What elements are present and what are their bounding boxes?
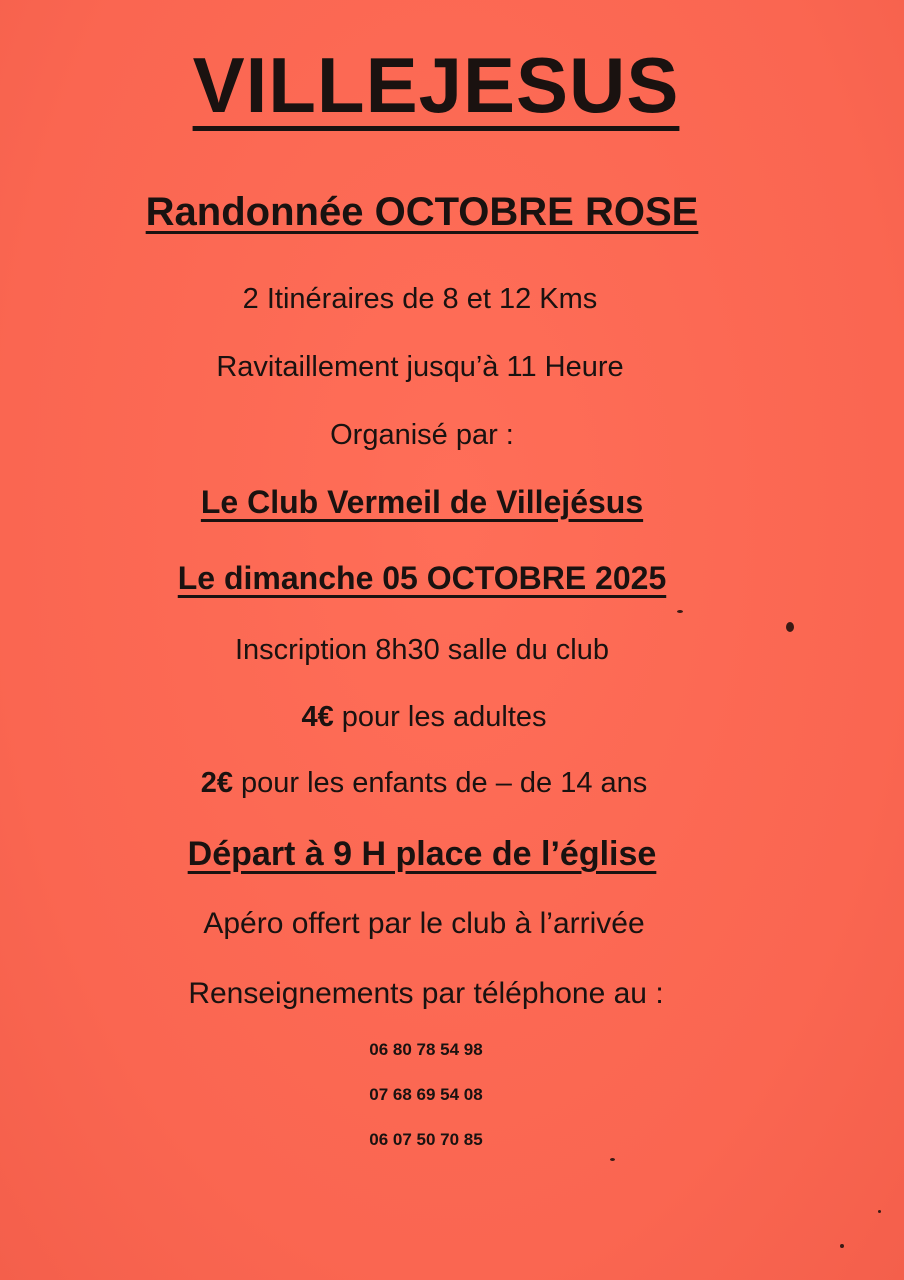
scan-speck	[786, 622, 794, 632]
info-label-line: Renseignements par téléphone au :	[188, 977, 664, 1010]
scan-speck	[610, 1158, 615, 1161]
price-adults-text: pour les adultes	[333, 701, 547, 733]
departure-line	[0, 835, 874, 874]
flyer-title	[0, 40, 888, 131]
event-subtitle	[0, 190, 874, 235]
date-line	[0, 560, 874, 597]
scan-speck	[677, 610, 683, 613]
phone-number-2: 07 68 69 54 08	[369, 1085, 483, 1104]
itineraries-line: 2 Itinéraires de 8 et 12 Kms	[242, 283, 598, 315]
price-children-line	[0, 767, 876, 800]
price-adults-line	[0, 701, 876, 734]
organized-by-label: Organisé par :	[330, 419, 514, 451]
organizer-line	[0, 484, 874, 521]
phone-number-1: 06 80 78 54 98	[369, 1040, 483, 1059]
event-subtitle-text: Randonnée OCTOBRE ROSE	[145, 190, 699, 234]
price-children-amount: 2€	[200, 767, 233, 799]
departure-text: Départ à 9 H place de l’église	[187, 835, 657, 873]
date-text: Le dimanche 05 OCTOBRE 2025	[177, 560, 667, 596]
organizer-text: Le Club Vermeil de Villejésus	[200, 484, 644, 520]
price-adults-amount: 4€	[301, 701, 334, 733]
flyer-title-text: VILLEJESUS	[192, 41, 680, 129]
scan-speck	[840, 1244, 844, 1248]
price-children-text: pour les enfants de – de 14 ans	[232, 767, 648, 799]
phone-number-3: 06 07 50 70 85	[369, 1130, 483, 1149]
refreshments-line: Ravitaillement jusqu’à 11 Heure	[216, 351, 624, 383]
scan-speck	[878, 1210, 881, 1213]
registration-line: Inscription 8h30 salle du club	[234, 634, 609, 666]
apero-line: Apéro offert par le club à l’arrivée	[203, 907, 645, 940]
